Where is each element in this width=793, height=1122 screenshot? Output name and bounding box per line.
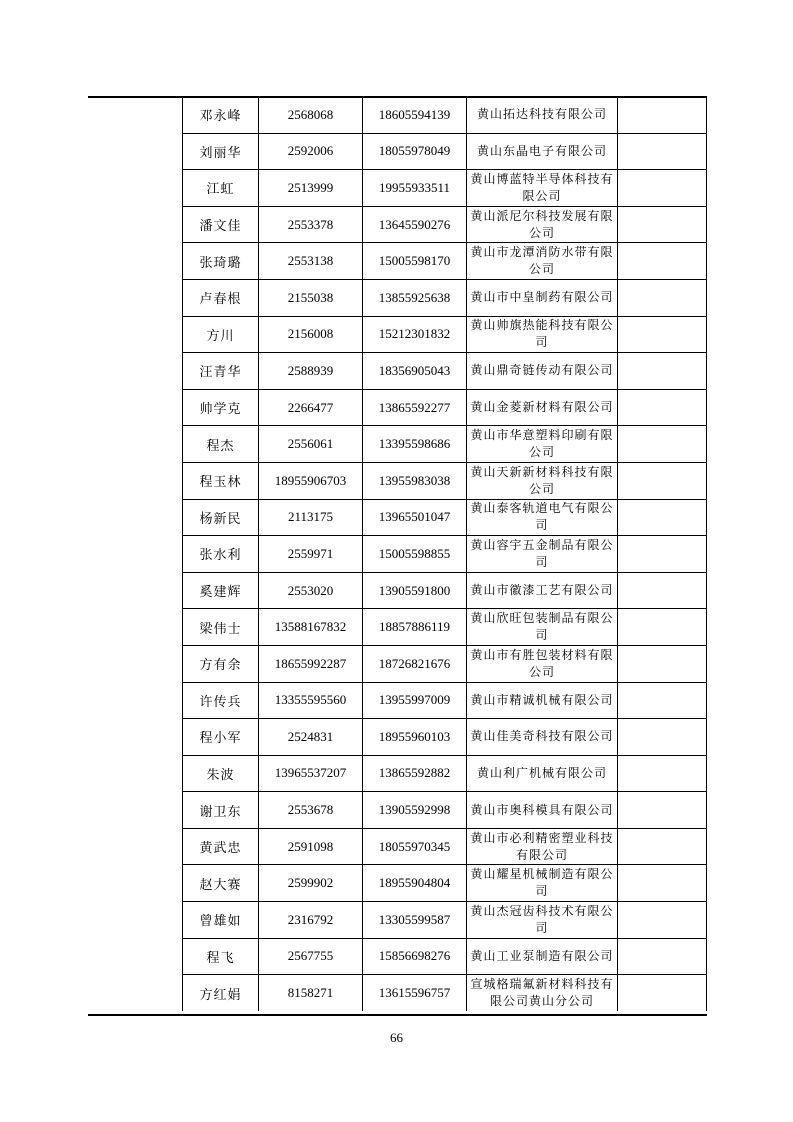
table-row (183, 828, 707, 865)
mobile-phone: 13905592998 (363, 792, 467, 829)
office-phone: 2113175 (259, 499, 363, 536)
mobile-phone: 18726821676 (363, 645, 467, 682)
blank-cell (618, 902, 707, 939)
office-phone: 2524831 (259, 719, 363, 756)
contact-name: 潘文佳 (183, 206, 259, 243)
table-row (183, 389, 707, 426)
contact-name: 张琦璐 (183, 243, 259, 280)
table-row (183, 426, 707, 463)
bottom-rule (88, 1014, 707, 1016)
company-name: 黄山市奥科模具有限公司 (467, 792, 618, 829)
table-row (183, 938, 707, 975)
office-phone: 2316792 (259, 902, 363, 939)
office-phone: 2513999 (259, 170, 363, 207)
company-name: 黄山工业泵制造有限公司 (467, 938, 618, 975)
table-row (183, 719, 707, 756)
blank-cell (618, 97, 707, 133)
blank-cell (618, 389, 707, 426)
company-name: 黄山市徽漆工艺有限公司 (467, 572, 618, 609)
blank-cell (618, 755, 707, 792)
mobile-phone: 18055970345 (363, 828, 467, 865)
blank-cell (618, 975, 707, 1011)
company-name: 黄山市华意塑料印刷有限公司 (467, 426, 618, 463)
table-row (183, 682, 707, 719)
table-row (183, 243, 707, 280)
contact-name: 黄武忠 (183, 828, 259, 865)
table-row (183, 206, 707, 243)
office-phone: 2591098 (259, 828, 363, 865)
mobile-phone: 15212301832 (363, 316, 467, 353)
blank-cell (618, 206, 707, 243)
contact-name: 谢卫东 (183, 792, 259, 829)
company-name: 宣城格瑞氟新材料科技有限公司黄山分公司 (467, 975, 618, 1011)
company-name: 黄山东晶电子有限公司 (467, 133, 618, 170)
company-name: 黄山欣旺包装制品有限公司 (467, 609, 618, 646)
contact-name: 杨新民 (183, 499, 259, 536)
company-name: 黄山利广机械有限公司 (467, 755, 618, 792)
contact-name: 卢春根 (183, 279, 259, 316)
contact-name: 程玉林 (183, 462, 259, 499)
table-row (183, 755, 707, 792)
table-row (183, 353, 707, 390)
office-phone: 8158271 (259, 975, 363, 1011)
company-name: 黄山博蓝特半导体科技有限公司 (467, 170, 618, 207)
contact-name: 朱波 (183, 755, 259, 792)
company-name: 黄山市精诚机械有限公司 (467, 682, 618, 719)
blank-cell (618, 353, 707, 390)
office-phone: 13965537207 (259, 755, 363, 792)
office-phone: 18955906703 (259, 462, 363, 499)
table-row (183, 975, 707, 1011)
table-row (183, 97, 707, 133)
mobile-phone: 15856698276 (363, 938, 467, 975)
table-row (183, 133, 707, 170)
mobile-phone: 13865592882 (363, 755, 467, 792)
mobile-phone: 19955933511 (363, 170, 467, 207)
mobile-phone: 18356905043 (363, 353, 467, 390)
table-row (183, 645, 707, 682)
table-row (183, 316, 707, 353)
blank-cell (618, 133, 707, 170)
mobile-phone: 15005598855 (363, 536, 467, 573)
blank-cell (618, 499, 707, 536)
company-name: 黄山市有胜包装材料有限公司 (467, 645, 618, 682)
office-phone: 2553138 (259, 243, 363, 280)
mobile-phone: 13865592277 (363, 389, 467, 426)
office-phone: 2155038 (259, 279, 363, 316)
contact-name: 邓永峰 (183, 97, 259, 133)
company-name: 黄山鼎奇链传动有限公司 (467, 353, 618, 390)
mobile-phone: 13955983038 (363, 462, 467, 499)
mobile-phone: 18055978049 (363, 133, 467, 170)
company-name: 黄山杰冠齿科技术有限公司 (467, 902, 618, 939)
office-phone: 2553678 (259, 792, 363, 829)
mobile-phone: 13645590276 (363, 206, 467, 243)
company-name: 黄山容宇五金制品有限公司 (467, 536, 618, 573)
company-name: 黄山派尼尔科技发展有限公司 (467, 206, 618, 243)
mobile-phone: 13965501047 (363, 499, 467, 536)
table-row (183, 462, 707, 499)
contact-name: 曾雄如 (183, 902, 259, 939)
office-phone: 2553020 (259, 572, 363, 609)
contact-name: 许传兵 (183, 682, 259, 719)
office-phone: 2559971 (259, 536, 363, 573)
table-row (183, 902, 707, 939)
office-phone: 2588939 (259, 353, 363, 390)
company-name: 黄山泰客轨道电气有限公司 (467, 499, 618, 536)
office-phone: 2567755 (259, 938, 363, 975)
office-phone: 13588167832 (259, 609, 363, 646)
mobile-phone: 13855925638 (363, 279, 467, 316)
contact-name: 赵大赛 (183, 865, 259, 902)
company-name: 黄山金菱新材料有限公司 (467, 389, 618, 426)
office-phone: 13355595560 (259, 682, 363, 719)
office-phone: 2592006 (259, 133, 363, 170)
office-phone: 2568068 (259, 97, 363, 133)
contact-name: 程杰 (183, 426, 259, 463)
contact-name: 刘丽华 (183, 133, 259, 170)
contact-name: 张水利 (183, 536, 259, 573)
table-row (183, 609, 707, 646)
company-name: 黄山市龙潭消防水带有限公司 (467, 243, 618, 280)
blank-cell (618, 719, 707, 756)
mobile-phone: 18605594139 (363, 97, 467, 133)
blank-cell (618, 609, 707, 646)
blank-cell (618, 243, 707, 280)
mobile-phone: 18955904804 (363, 865, 467, 902)
contact-name: 方川 (183, 316, 259, 353)
contact-name: 方有余 (183, 645, 259, 682)
company-name: 黄山佳美奇科技有限公司 (467, 719, 618, 756)
company-name: 黄山天新新材料科技有限公司 (467, 462, 618, 499)
blank-cell (618, 279, 707, 316)
page-number: 66 (390, 1030, 403, 1045)
contact-name: 程小军 (183, 719, 259, 756)
table-row (183, 499, 707, 536)
mobile-phone: 13615596757 (363, 975, 467, 1011)
table-row (183, 792, 707, 829)
table-row (183, 170, 707, 207)
blank-cell (618, 865, 707, 902)
office-phone: 2599902 (259, 865, 363, 902)
contact-name: 奚建辉 (183, 572, 259, 609)
contact-name: 帅学克 (183, 389, 259, 426)
blank-cell (618, 170, 707, 207)
blank-cell (618, 938, 707, 975)
company-name: 黄山耀星机械制造有限公司 (467, 865, 618, 902)
blank-cell (618, 426, 707, 463)
mobile-phone: 13305599587 (363, 902, 467, 939)
contact-name: 方红娟 (183, 975, 259, 1011)
company-name: 黄山帅旗热能科技有限公司 (467, 316, 618, 353)
office-phone: 2266477 (259, 389, 363, 426)
mobile-phone: 13905591800 (363, 572, 467, 609)
contact-table-body (183, 97, 707, 1011)
table-row (183, 572, 707, 609)
blank-cell (618, 572, 707, 609)
office-phone: 18655992287 (259, 645, 363, 682)
mobile-phone: 13395598686 (363, 426, 467, 463)
office-phone: 2553378 (259, 206, 363, 243)
contact-table (182, 97, 707, 1011)
table-row (183, 536, 707, 573)
blank-cell (618, 462, 707, 499)
contact-name: 汪青华 (183, 353, 259, 390)
company-name: 黄山市必利精密塑业科技有限公司 (467, 828, 618, 865)
company-name: 黄山拓达科技有限公司 (467, 97, 618, 133)
blank-cell (618, 682, 707, 719)
table-row (183, 279, 707, 316)
office-phone: 2556061 (259, 426, 363, 463)
blank-cell (618, 316, 707, 353)
contact-name: 程飞 (183, 938, 259, 975)
mobile-phone: 18857886119 (363, 609, 467, 646)
blank-cell (618, 828, 707, 865)
blank-cell (618, 536, 707, 573)
contact-name: 梁伟士 (183, 609, 259, 646)
mobile-phone: 18955960103 (363, 719, 467, 756)
office-phone: 2156008 (259, 316, 363, 353)
mobile-phone: 13955997009 (363, 682, 467, 719)
blank-cell (618, 645, 707, 682)
blank-cell (618, 792, 707, 829)
mobile-phone: 15005598170 (363, 243, 467, 280)
contact-name: 江虹 (183, 170, 259, 207)
table-row (183, 865, 707, 902)
company-name: 黄山市中皇制药有限公司 (467, 279, 618, 316)
